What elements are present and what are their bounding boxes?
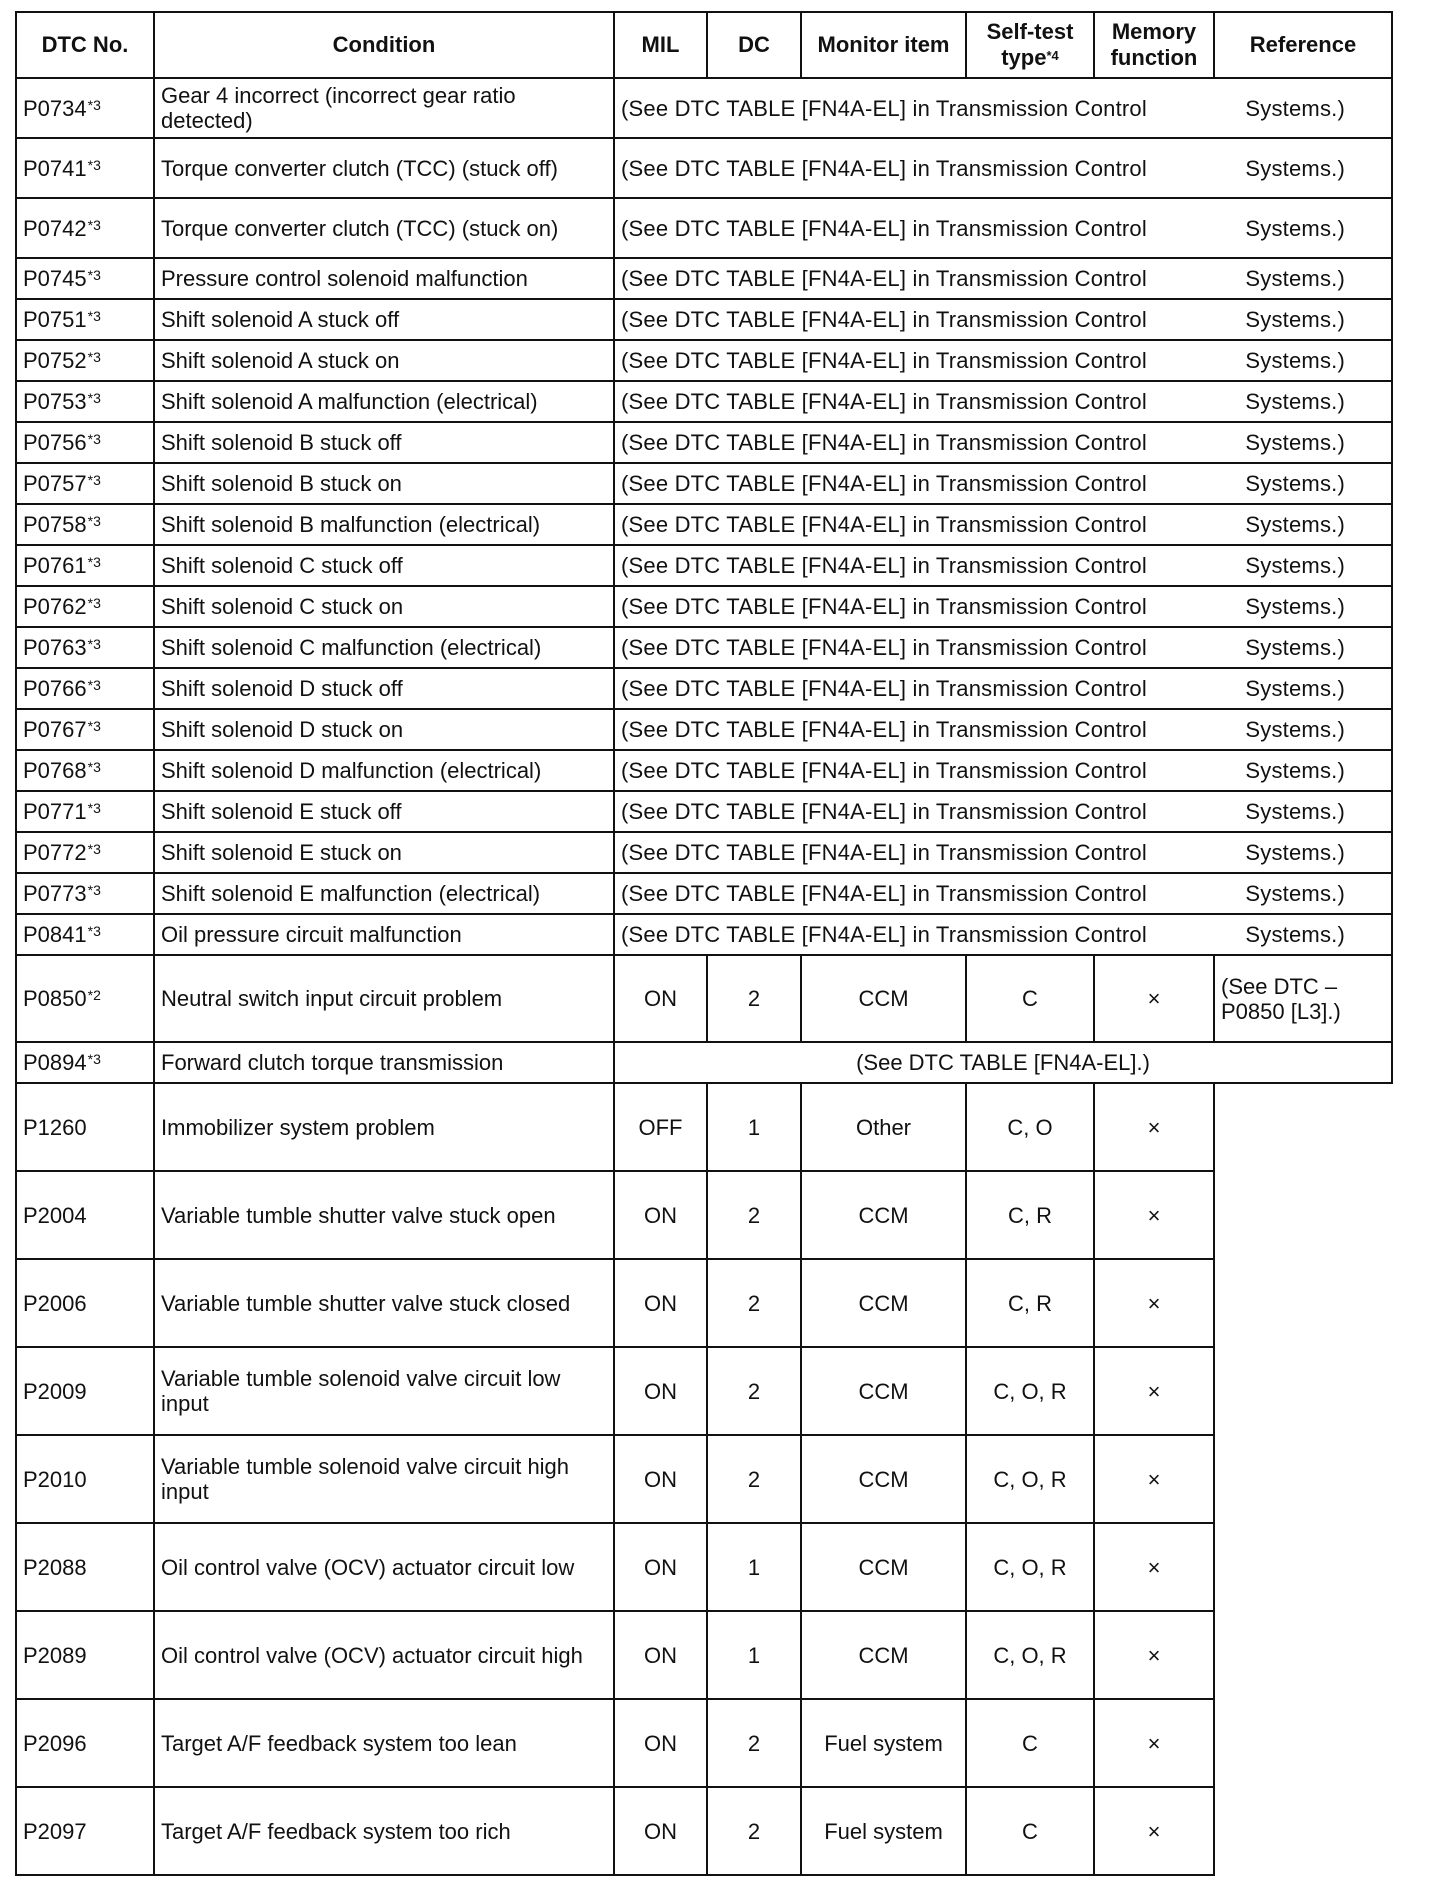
footnote-marker: *3: [87, 882, 101, 898]
condition: Shift solenoid C stuck on: [154, 586, 614, 627]
footnote-marker: *3: [87, 677, 101, 693]
see-transmission-table-note: [614, 709, 1392, 750]
dtc-code-text: P0850: [23, 986, 87, 1011]
dtc-code: [16, 138, 154, 198]
drive-cycle: 2: [707, 955, 801, 1042]
dtc-code-text: P0745: [23, 266, 87, 291]
monitor-item: Other: [801, 1083, 966, 1171]
table-row: [16, 545, 1392, 586]
drive-cycle: 2: [707, 1435, 801, 1523]
monitor-item: CCM: [801, 1611, 966, 1699]
condition: Torque converter clutch (TCC) (stuck off): [154, 138, 614, 198]
table-row: [16, 914, 1392, 955]
self-test-type: C, O: [966, 1083, 1094, 1171]
condition: Oil pressure circuit malfunction: [154, 914, 614, 955]
dtc-code: [16, 1347, 154, 1435]
dtc-code-text: P0773: [23, 881, 87, 906]
see-table-suffix: Systems.): [1245, 758, 1345, 783]
footnote-marker: *3: [87, 96, 101, 113]
footnote-marker: *3: [87, 923, 101, 939]
condition: Shift solenoid E stuck on: [154, 832, 614, 873]
header-self-test-type: [966, 12, 1094, 78]
condition: Variable tumble solenoid valve circuit low input: [154, 1347, 614, 1435]
see-table-suffix: Systems.): [1245, 471, 1345, 496]
condition: Variable tumble shutter valve stuck open: [154, 1171, 614, 1259]
drive-cycle: 1: [707, 1611, 801, 1699]
see-table-suffix: Systems.): [1245, 155, 1345, 181]
see-table-text: (See DTC TABLE [FN4A-EL] in Transmission Control: [621, 635, 1147, 660]
condition: Shift solenoid E stuck off: [154, 791, 614, 832]
mil-status: ON: [614, 1787, 707, 1875]
dtc-code: [16, 914, 154, 955]
condition: Target A/F feedback system too rich: [154, 1787, 614, 1875]
footnote-marker: *3: [87, 554, 101, 570]
dtc-code: [16, 381, 154, 422]
condition: Shift solenoid B stuck off: [154, 422, 614, 463]
empty-reference: [1214, 1083, 1392, 1171]
see-table-text: (See DTC TABLE [FN4A-EL] in Transmission Control: [621, 471, 1147, 496]
mil-status: ON: [614, 1523, 707, 1611]
dtc-code: [16, 422, 154, 463]
empty-reference: [1214, 1171, 1392, 1259]
condition: Shift solenoid A stuck off: [154, 299, 614, 340]
empty-reference: [1214, 1347, 1392, 1435]
condition: Variable tumble shutter valve stuck closed: [154, 1259, 614, 1347]
table-row: [16, 586, 1392, 627]
condition: Shift solenoid C malfunction (electrical): [154, 627, 614, 668]
table-row: [16, 873, 1392, 914]
footnote-marker: *4: [1046, 48, 1059, 63]
footnote-marker: *3: [87, 718, 101, 734]
table-row: [16, 258, 1392, 299]
self-test-type: C, O, R: [966, 1523, 1094, 1611]
mil-status: ON: [614, 955, 707, 1042]
see-table-text: (See DTC TABLE [FN4A-EL] in Transmission Control: [621, 594, 1147, 619]
table-row: [16, 791, 1392, 832]
condition: Target A/F feedback system too lean: [154, 1699, 614, 1787]
empty-reference: [1214, 1259, 1392, 1347]
see-table-text: (See DTC TABLE [FN4A-EL] in Transmission Control: [621, 266, 1147, 291]
header-memory-line2: function: [1110, 45, 1198, 70]
memory-function: ×: [1094, 1611, 1214, 1699]
table-row: [16, 504, 1392, 545]
header-memory-line1: Memory: [1111, 19, 1197, 44]
dtc-code-text: P0771: [23, 799, 87, 824]
condition: Pressure control solenoid malfunction: [154, 258, 614, 299]
dtc-code-text: P0734: [23, 95, 87, 121]
dtc-code-text: P0751: [23, 307, 87, 332]
condition: Oil control valve (OCV) actuator circuit high: [154, 1611, 614, 1699]
dtc-code: [16, 1787, 154, 1875]
see-table-suffix: Systems.): [1245, 215, 1345, 241]
condition: Immobilizer system problem: [154, 1083, 614, 1171]
table-row: [16, 1347, 1392, 1435]
dtc-code-text: P0757: [23, 471, 87, 496]
dtc-code-text: P0841: [23, 922, 87, 947]
dtc-code: [16, 750, 154, 791]
see-table-suffix: Systems.): [1245, 881, 1345, 906]
monitor-item: CCM: [801, 1347, 966, 1435]
see-transmission-table-note: [614, 668, 1392, 709]
condition: Shift solenoid A malfunction (electrical): [154, 381, 614, 422]
dtc-code-text: P2010: [23, 1466, 87, 1492]
dtc-code: [16, 1171, 154, 1259]
condition: Shift solenoid A stuck on: [154, 340, 614, 381]
empty-reference: [1214, 1611, 1392, 1699]
see-transmission-table-note: [614, 750, 1392, 791]
see-transmission-table-note: [614, 258, 1392, 299]
table-row: [16, 78, 1392, 138]
footnote-marker: *3: [87, 156, 101, 173]
footnote-marker: *3: [87, 390, 101, 406]
drive-cycle: 2: [707, 1347, 801, 1435]
dtc-code: [16, 586, 154, 627]
memory-function: ×: [1094, 1787, 1214, 1875]
header-monitor-item: Monitor item: [801, 12, 966, 78]
see-transmission-table-note: [614, 545, 1392, 586]
table-row: [16, 1083, 1392, 1171]
monitor-item: CCM: [801, 955, 966, 1042]
table-row: [16, 1435, 1392, 1523]
see-transmission-table-note: [614, 78, 1392, 138]
see-table-suffix: Systems.): [1245, 676, 1345, 701]
reference: (See DTC – P0850 [L3].): [1214, 955, 1392, 1042]
table-row: [16, 299, 1392, 340]
table-row: [16, 1042, 1392, 1083]
table-row: [16, 1259, 1392, 1347]
dtc-code: [16, 258, 154, 299]
see-transmission-table-note: [614, 627, 1392, 668]
table-row: [16, 1787, 1392, 1875]
see-transmission-table-note: [614, 340, 1392, 381]
dtc-code-text: P2096: [23, 1730, 87, 1756]
empty-reference: [1214, 1699, 1392, 1787]
dtc-code-text: P0752: [23, 348, 87, 373]
see-transmission-table-note: [614, 873, 1392, 914]
dtc-code: [16, 1523, 154, 1611]
condition: Oil control valve (OCV) actuator circuit low: [154, 1523, 614, 1611]
see-table-suffix: Systems.): [1245, 553, 1345, 578]
self-test-type: C, O, R: [966, 1611, 1094, 1699]
dtc-code: [16, 340, 154, 381]
see-table-text: (See DTC TABLE [FN4A-EL] in Transmission Control: [621, 758, 1147, 783]
dtc-code-text: P1260: [23, 1114, 87, 1140]
see-table-text: (See DTC TABLE [FN4A-EL] in Transmission Control: [621, 676, 1147, 701]
mil-status: OFF: [614, 1083, 707, 1171]
condition: Shift solenoid B malfunction (electrical): [154, 504, 614, 545]
empty-reference: [1214, 1523, 1392, 1611]
see-table-suffix: Systems.): [1245, 307, 1345, 332]
see-table-text: (See DTC TABLE [FN4A-EL] in Transmission Control: [621, 512, 1147, 537]
drive-cycle: 2: [707, 1259, 801, 1347]
see-transmission-table-note: [614, 914, 1392, 955]
see-table-suffix: Systems.): [1245, 430, 1345, 455]
header-row: [16, 12, 1392, 78]
see-table-text: (See DTC TABLE [FN4A-EL] in Transmission Control: [621, 922, 1147, 947]
condition: Shift solenoid D stuck on: [154, 709, 614, 750]
see-table-suffix: Systems.): [1245, 95, 1345, 121]
footnote-marker: *3: [87, 513, 101, 529]
dtc-code-text: P0761: [23, 553, 87, 578]
see-table-suffix: Systems.): [1245, 348, 1345, 373]
see-table-text: (See DTC TABLE [FN4A-EL] in Transmission Control: [621, 881, 1147, 906]
table-row: [16, 422, 1392, 463]
condition: Shift solenoid C stuck off: [154, 545, 614, 586]
mil-status: ON: [614, 1435, 707, 1523]
condition: Gear 4 incorrect (incorrect gear ratio detected): [154, 78, 614, 138]
dtc-code-text: P2006: [23, 1290, 87, 1316]
memory-function: ×: [1094, 1171, 1214, 1259]
table-row: [16, 709, 1392, 750]
dtc-code: [16, 1699, 154, 1787]
dtc-code: [16, 668, 154, 709]
monitor-item: Fuel system: [801, 1699, 966, 1787]
dtc-code: [16, 299, 154, 340]
dtc-table: [15, 11, 1393, 1876]
condition: Shift solenoid B stuck on: [154, 463, 614, 504]
dtc-code-text: P0742: [23, 215, 87, 241]
self-test-type: C, O, R: [966, 1347, 1094, 1435]
dtc-code-text: P0772: [23, 840, 87, 865]
see-table-suffix: Systems.): [1245, 635, 1345, 660]
table-row: [16, 832, 1392, 873]
drive-cycle: 1: [707, 1083, 801, 1171]
mil-status: ON: [614, 1699, 707, 1787]
dtc-code-text: P2009: [23, 1378, 87, 1404]
table-row: [16, 750, 1392, 791]
footnote-marker: *3: [87, 800, 101, 816]
empty-reference: [1214, 1787, 1392, 1875]
table-row: [16, 463, 1392, 504]
header-mil: MIL: [614, 12, 707, 78]
footnote-marker: *3: [87, 349, 101, 365]
footnote-marker: *3: [87, 595, 101, 611]
drive-cycle: 1: [707, 1523, 801, 1611]
see-table-text: (See DTC TABLE [FN4A-EL] in Transmission Control: [621, 155, 1147, 181]
see-table-text: (See DTC TABLE [FN4A-EL] in Transmission Control: [621, 717, 1147, 742]
see-table-text: (See DTC TABLE [FN4A-EL] in Transmission Control: [621, 307, 1147, 332]
condition: Neutral switch input circuit problem: [154, 955, 614, 1042]
see-table-text: (See DTC TABLE [FN4A-EL] in Transmission Control: [621, 553, 1147, 578]
table-row: [16, 138, 1392, 198]
dtc-code: [16, 1435, 154, 1523]
self-test-type: C, R: [966, 1171, 1094, 1259]
table-row: [16, 627, 1392, 668]
see-table-text: (See DTC TABLE [FN4A-EL] in Transmission Control: [621, 389, 1147, 414]
table-row: [16, 1699, 1392, 1787]
memory-function: ×: [1094, 1523, 1214, 1611]
dtc-code-text: P0756: [23, 430, 87, 455]
dtc-code-text: P0768: [23, 758, 87, 783]
condition: Variable tumble solenoid valve circuit high input: [154, 1435, 614, 1523]
see-transmission-table-note: [614, 504, 1392, 545]
dtc-code: [16, 709, 154, 750]
table-row: [16, 668, 1392, 709]
dtc-code-text: P0753: [23, 389, 87, 414]
see-transmission-table-note: [614, 832, 1392, 873]
see-table-text: (See DTC TABLE [FN4A-EL] in Transmission Control: [621, 95, 1147, 121]
mil-status: ON: [614, 1611, 707, 1699]
dtc-code-text: P2097: [23, 1818, 87, 1844]
monitor-item: CCM: [801, 1523, 966, 1611]
condition: Forward clutch torque transmission: [154, 1042, 614, 1083]
self-test-type: C: [966, 1787, 1094, 1875]
header-condition: Condition: [154, 12, 614, 78]
monitor-item: CCM: [801, 1259, 966, 1347]
dtc-code: [16, 791, 154, 832]
footnote-marker: *3: [87, 216, 101, 233]
dtc-code: [16, 504, 154, 545]
header-dc: DC: [707, 12, 801, 78]
dtc-code-text: P0894: [23, 1050, 87, 1075]
table-row: [16, 955, 1392, 1042]
table-row: [16, 340, 1392, 381]
dtc-code: [16, 873, 154, 914]
footnote-marker: *3: [87, 472, 101, 488]
memory-function: ×: [1094, 1699, 1214, 1787]
monitor-item: CCM: [801, 1435, 966, 1523]
header-dtc: DTC No.: [16, 12, 154, 78]
header-memory-function: [1094, 12, 1214, 78]
dtc-code-text: P0763: [23, 635, 87, 660]
footnote-marker: *3: [87, 267, 101, 283]
see-transmission-table-note: [614, 422, 1392, 463]
dtc-code-text: P0767: [23, 717, 87, 742]
dtc-code-text: P0741: [23, 155, 87, 181]
memory-function: ×: [1094, 955, 1214, 1042]
drive-cycle: 2: [707, 1787, 801, 1875]
memory-function: ×: [1094, 1083, 1214, 1171]
dtc-code: [16, 832, 154, 873]
mil-status: ON: [614, 1347, 707, 1435]
self-test-type: C, R: [966, 1259, 1094, 1347]
condition: Shift solenoid D stuck off: [154, 668, 614, 709]
see-table-suffix: Systems.): [1245, 594, 1345, 619]
self-test-type: C: [966, 955, 1094, 1042]
see-table-suffix: Systems.): [1245, 922, 1345, 947]
table-row: [16, 1611, 1392, 1699]
header-self-test-label: Self-test type: [986, 19, 1074, 70]
see-table-suffix: Systems.): [1245, 840, 1345, 865]
condition: Shift solenoid E malfunction (electrical): [154, 873, 614, 914]
see-table-suffix: Systems.): [1245, 389, 1345, 414]
dtc-code: [16, 545, 154, 586]
table-row: [16, 1171, 1392, 1259]
see-table-text: (See DTC TABLE [FN4A-EL] in Transmission Control: [621, 799, 1147, 824]
footnote-marker: *3: [87, 1051, 101, 1067]
dtc-code: [16, 78, 154, 138]
see-table-text: (See DTC TABLE [FN4A-EL] in Transmission Control: [621, 215, 1147, 241]
dtc-code-text: P0758: [23, 512, 87, 537]
see-table-suffix: Systems.): [1245, 799, 1345, 824]
see-transmission-table-note: [614, 463, 1392, 504]
table-row: [16, 1523, 1392, 1611]
empty-reference: [1214, 1435, 1392, 1523]
mil-status: ON: [614, 1259, 707, 1347]
see-transmission-table-note: [614, 198, 1392, 258]
footnote-marker: *3: [87, 308, 101, 324]
header-reference: Reference: [1214, 12, 1392, 78]
see-transmission-table-note: [614, 791, 1392, 832]
memory-function: ×: [1094, 1435, 1214, 1523]
memory-function: ×: [1094, 1259, 1214, 1347]
footnote-marker: *3: [87, 841, 101, 857]
footnote-marker: *3: [87, 759, 101, 775]
dtc-code: [16, 1042, 154, 1083]
see-table-suffix: Systems.): [1245, 717, 1345, 742]
see-transmission-table-note: [614, 138, 1392, 198]
self-test-type: C: [966, 1699, 1094, 1787]
dtc-code-text: P2088: [23, 1554, 87, 1580]
drive-cycle: 2: [707, 1699, 801, 1787]
dtc-code: [16, 1083, 154, 1171]
see-table-suffix: Systems.): [1245, 266, 1345, 291]
monitor-item: Fuel system: [801, 1787, 966, 1875]
dtc-code: [16, 955, 154, 1042]
footnote-marker: *3: [87, 636, 101, 652]
see-transmission-table-note: [614, 586, 1392, 627]
dtc-code-text: P2089: [23, 1642, 87, 1668]
dtc-code: [16, 463, 154, 504]
memory-function: ×: [1094, 1347, 1214, 1435]
dtc-code-text: P2004: [23, 1202, 87, 1228]
see-table-text: (See DTC TABLE [FN4A-EL] in Transmission Control: [621, 430, 1147, 455]
dtc-code-text: P0766: [23, 676, 87, 701]
condition: Shift solenoid D malfunction (electrical): [154, 750, 614, 791]
dtc-code-text: P0762: [23, 594, 87, 619]
footnote-marker: *3: [87, 431, 101, 447]
see-transmission-table-note: [614, 381, 1392, 422]
see-table-text: (See DTC TABLE [FN4A-EL] in Transmission Control: [621, 348, 1147, 373]
dtc-code: [16, 1259, 154, 1347]
self-test-type: C, O, R: [966, 1435, 1094, 1523]
table-row: [16, 381, 1392, 422]
see-dtc-table-note: (See DTC TABLE [FN4A-EL].): [614, 1042, 1392, 1083]
drive-cycle: 2: [707, 1171, 801, 1259]
dtc-code: [16, 198, 154, 258]
see-table-suffix: Systems.): [1245, 512, 1345, 537]
table-row: [16, 198, 1392, 258]
mil-status: ON: [614, 1171, 707, 1259]
dtc-code: [16, 1611, 154, 1699]
condition: Torque converter clutch (TCC) (stuck on): [154, 198, 614, 258]
monitor-item: CCM: [801, 1171, 966, 1259]
footnote-marker: *2: [87, 987, 101, 1003]
see-table-text: (See DTC TABLE [FN4A-EL] in Transmission Control: [621, 840, 1147, 865]
dtc-code: [16, 627, 154, 668]
see-transmission-table-note: [614, 299, 1392, 340]
